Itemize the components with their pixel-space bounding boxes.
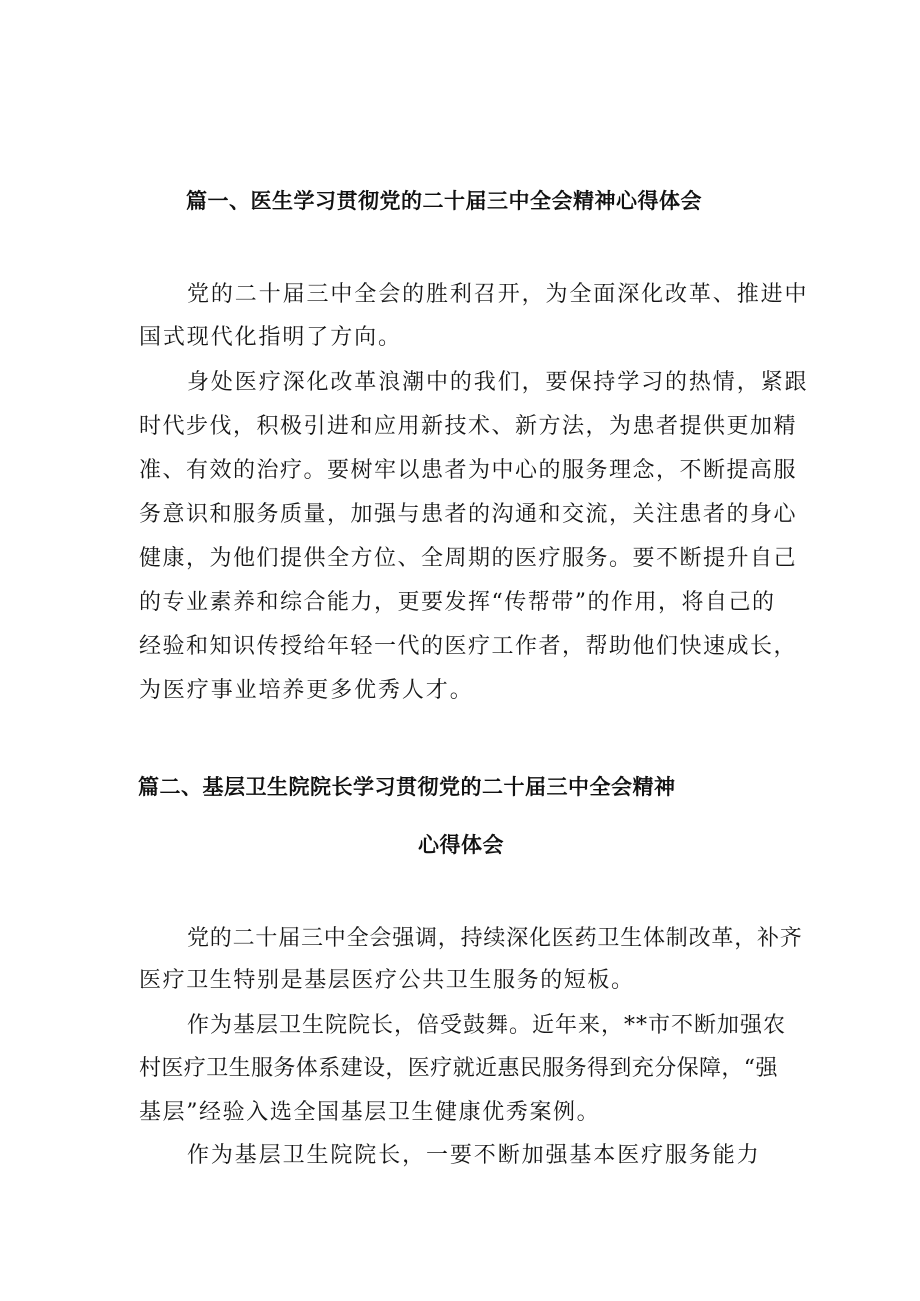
section1-line-9: 经验和知识传授给年轻一代的医疗工作者，帮助他们快速成长， [139, 634, 798, 659]
section1-line-8: 的专业素养和综合能力，更要发挥“传帮带”的作用，将自己的 [139, 590, 776, 615]
section2-line-5: 基层”经验入选全国基层卫生健康优秀案例。 [139, 1100, 601, 1125]
section1-line-3: 身处医疗深化改革浪潮中的我们，要保持学习的热情，紧跟 [187, 370, 809, 395]
section2-title-line2: 心得体会 [418, 833, 504, 857]
section1-line-2: 国式现代化指明了方向。 [139, 325, 402, 350]
section1-line-7: 健康，为他们提供全方位、全周期的医疗服务。要不断提升自己 [139, 546, 798, 571]
section1-title: 篇一、医生学习贯彻党的二十届三中全会精神心得体会 [186, 189, 702, 213]
section1-line-5: 准、有效的治疗。要树牢以患者为中心的服务理念，不断提高服 [139, 458, 798, 483]
section2-line-6: 作为基层卫生院院长，一要不断加强基本医疗服务能力 [187, 1143, 761, 1168]
section2-line-2: 医疗卫生特别是基层医疗公共卫生服务的短板。 [139, 968, 635, 993]
section2-title-line1: 篇二、基层卫生院院长学习贯彻党的二十届三中全会精神 [138, 775, 676, 799]
section2-line-1: 党的二十届三中全会强调，持续深化医药卫生体制改革，补齐 [187, 926, 803, 951]
section1-line-6: 务意识和服务质量，加强与患者的沟通和交流，关注患者的身心 [139, 502, 798, 527]
section1-line-1: 党的二十届三中全会的胜利召开，为全面深化改革、推进中 [187, 282, 809, 307]
section2-line-3: 作为基层卫生院院长，倍受鼓舞。近年来，**市不断加强农 [187, 1013, 787, 1038]
section1-line-4: 时代步伐，积极引进和应用新技术、新方法，为患者提供更加精 [139, 414, 798, 439]
section1-line-10: 为医疗事业培养更多优秀人才。 [139, 678, 474, 703]
section2-line-4: 村医疗卫生服务体系建设，医疗就近惠民服务得到充分保障，“强 [139, 1056, 778, 1081]
